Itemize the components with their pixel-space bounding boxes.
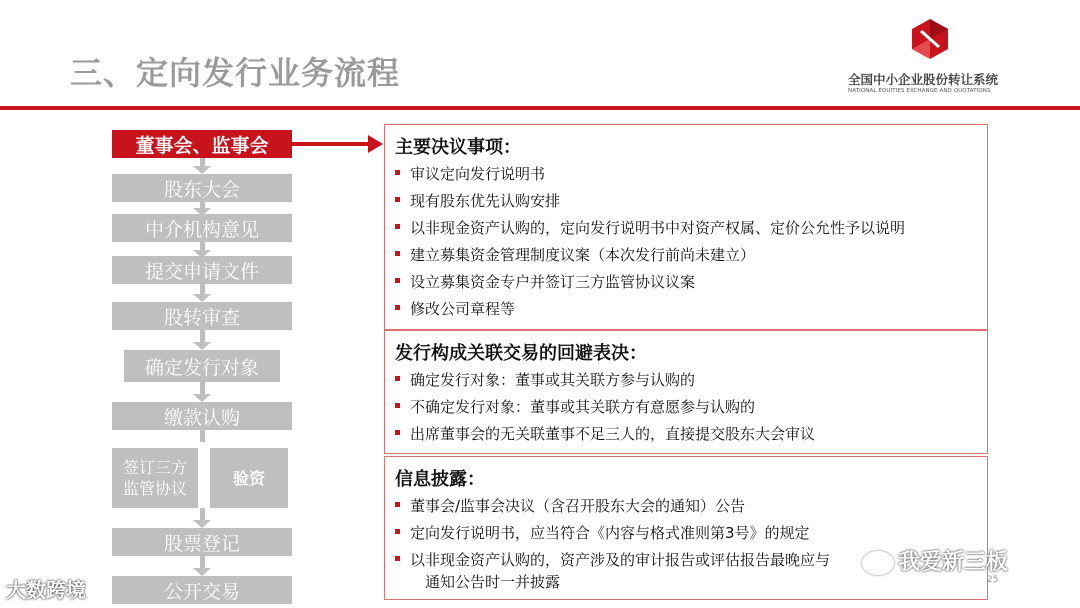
flow-step-submit-application: 提交申请文件 [112, 256, 292, 284]
bullet-icon [395, 224, 400, 229]
list-item: 不确定发行对象：董事或其关联方有意愿参与认购的 [395, 396, 755, 418]
flow-arrow-icon [193, 394, 211, 402]
bullet-icon [395, 403, 400, 408]
flow-connector [200, 556, 205, 568]
bullet-icon [395, 376, 400, 381]
bullet-icon [395, 529, 400, 534]
flow-step-tripartite-label: 签订三方 监管协议 [122, 458, 187, 498]
flow-connector [200, 382, 205, 394]
watermark-wechat-account: 我爱新三板 [862, 545, 1008, 576]
flow-step-public-trading: 公开交易 [112, 576, 292, 604]
panel-main-resolutions [384, 124, 988, 330]
neeq-logo-mark-icon [910, 18, 950, 60]
flow-connector [200, 158, 205, 166]
flow-step-intermediary-opinion: 中介机构意见 [112, 214, 292, 242]
flow-step-share-registration: 股票登记 [112, 528, 292, 556]
panel-heading: 发行构成关联交易的回避表决： [395, 343, 647, 364]
flow-step-determine-investors: 确定发行对象 [124, 350, 280, 382]
page-title: 三、定向发行业务流程 [70, 54, 401, 92]
list-item: 定向发行说明书，应当符合《内容与格式准则第3号》的规定 [395, 522, 810, 544]
bullet-icon [395, 170, 400, 175]
flow-step-review: 股转审查 [112, 302, 292, 330]
flow-step-subscription-payment: 缴款认购 [112, 402, 292, 430]
page-number: 25 [987, 575, 999, 585]
bullet-icon [395, 305, 400, 310]
logo-english-name: NATIONAL EQUITIES EXCHANGE AND QUOTATIONS [848, 88, 991, 94]
flow-connector [200, 284, 205, 294]
flow-step-board: 董事会、监事会 [112, 130, 292, 158]
flow-step-capital-verification [210, 448, 288, 508]
list-item: 设立募集资金专户并签订三方监管协议议案 [395, 271, 695, 293]
flow-arrow-icon [193, 166, 211, 174]
flow-arrow-icon [193, 520, 211, 528]
bullet-icon [395, 197, 400, 202]
pointer-arrow-icon [368, 135, 383, 153]
bullet-icon [395, 556, 400, 561]
flow-step-shareholders-meeting: 股东大会 [112, 174, 292, 202]
flow-arrow-icon [193, 294, 211, 302]
watermark-source: 大数跨境 [6, 578, 86, 602]
list-item: 以非现金资产认购的，资产涉及的审计报告或评估报告最晚应与 通知公告时一并披露 [395, 549, 830, 593]
list-item: 确定发行对象：董事或其关联方参与认购的 [395, 369, 695, 391]
bullet-icon [395, 278, 400, 283]
wechat-icon [862, 551, 894, 575]
list-item: 董事会/监事会决议（含召开股东大会的通知）公告 [395, 495, 745, 517]
flow-step-verification-label: 验资 [232, 468, 265, 488]
process-flow [112, 124, 292, 608]
list-item: 以非现金资产认购的，定向发行说明书中对资产权属、定价公允性予以说明 [395, 217, 905, 239]
panel-related-party-recusal [384, 330, 988, 454]
list-item: 修改公司章程等 [395, 298, 515, 320]
flow-step-tripartite-agreement [112, 448, 198, 508]
header-divider [0, 106, 1080, 110]
logo-chinese-name: 全国中小企业股份转让系统 [848, 72, 999, 87]
panel-information-disclosure [384, 456, 988, 600]
flow-arrow-icon [193, 342, 211, 350]
bullet-icon [395, 502, 400, 507]
neeq-logo [848, 18, 1028, 98]
bullet-icon [395, 251, 400, 256]
list-item: 审议定向发行说明书 [395, 163, 545, 185]
panel-heading: 主要决议事项： [395, 137, 521, 158]
list-item: 现有股东优先认购安排 [395, 190, 560, 212]
list-item: 建立募集资金管理制度议案（本次发行前尚未建立） [395, 244, 755, 266]
flow-connector [200, 330, 205, 342]
flow-connector [200, 430, 205, 442]
bullet-icon [395, 430, 400, 435]
panel-heading: 信息披露： [395, 469, 485, 490]
flow-connector [200, 242, 205, 250]
flow-arrow-icon [193, 568, 211, 576]
list-item: 出席董事会的无关联董事不足三人的，直接提交股东大会审议 [395, 423, 815, 445]
pointer-arrow-line [292, 142, 370, 146]
